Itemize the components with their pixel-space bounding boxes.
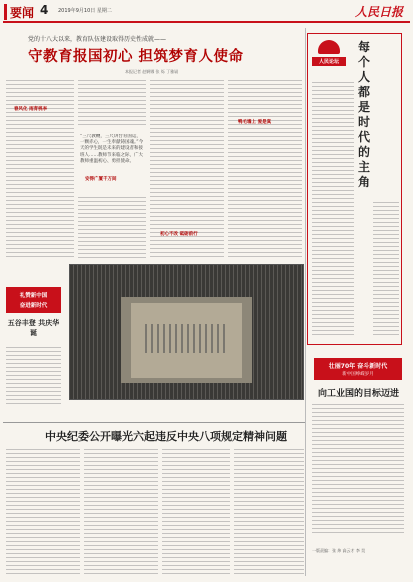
bottom-text-col-4	[234, 447, 304, 575]
body-text-col-4	[228, 78, 302, 258]
feature-text	[6, 345, 61, 405]
subhead-4: 鸭毛墙上 爱是真	[238, 120, 272, 125]
subhead-1: 春风化 雨育桃李	[14, 107, 48, 112]
main-article-headline[interactable]: 守教育报国初心 担筑梦育人使命	[28, 49, 244, 65]
main-article-kicker: 党的十八大以来，教育队伍建设取得历史性成就——	[28, 36, 167, 43]
commentary-text-2	[373, 200, 399, 338]
masthead	[0, 0, 413, 22]
page-number: 4	[40, 3, 49, 17]
feature-badge-line1: 礼赞新中国	[19, 293, 48, 299]
body-text-col-2b	[78, 195, 146, 258]
column-rule	[305, 28, 306, 576]
bottom-text-col-2	[84, 447, 158, 575]
bottom-article-headline[interactable]: 中央纪委公开曝光六起违反中央八项规定精神问题	[45, 430, 287, 443]
masthead-red-bar	[4, 4, 7, 20]
series-banner	[314, 358, 402, 380]
pull-quote: “三尺教鞭，三尺讲台育国运，一颗赤心，一生奉献铸国魂。”今天的学生既是未来的建设者和接班人……教师节来临之际，广大教师重温初心、勇担使命。	[80, 134, 144, 164]
masthead-rule	[3, 21, 410, 23]
forum-logo-label: 人民论坛	[312, 57, 346, 66]
newspaper-logo: 人民日报	[354, 5, 403, 19]
issue-date: 2019年9月10日 星期二	[58, 8, 112, 14]
subhead-2: 安得广厦千万间	[85, 177, 117, 182]
forum-logo-icon	[318, 40, 340, 54]
subhead-3: 初心不改 砥砺前行	[160, 232, 198, 237]
bottom-text-col-1	[6, 447, 80, 575]
feature-title[interactable]: 五谷丰登 共庆华诞	[7, 318, 60, 337]
commentary-title[interactable]: 每个人都是时代的主角	[357, 40, 370, 189]
page-credits: 一版责编：张 炜 高云才 李 昊	[312, 548, 366, 553]
body-text-col-2	[78, 78, 146, 128]
bottom-divider	[3, 422, 305, 423]
section-name: 要闻	[10, 6, 35, 20]
commentary-text	[312, 80, 354, 338]
series-article-headline[interactable]: 向工业国的目标迈进	[318, 389, 400, 399]
bottom-text-col-3	[162, 447, 230, 575]
feature-badge-line2: 奋进新时代	[19, 303, 48, 309]
feature-badge	[6, 287, 61, 313]
photo-people	[145, 324, 229, 353]
main-article-byline: 本报记者 赵婀娜 张 烁 丁雅诵	[125, 69, 179, 74]
courtyard-aerial-photo	[69, 264, 304, 400]
series-article-text	[312, 402, 404, 536]
body-text-col-1	[6, 78, 74, 258]
forum-logo	[312, 40, 346, 76]
series-banner-line2: 新中国峥嵘岁月	[342, 372, 374, 377]
series-banner-line1: 壮丽70年 奋斗新时代	[328, 363, 388, 370]
